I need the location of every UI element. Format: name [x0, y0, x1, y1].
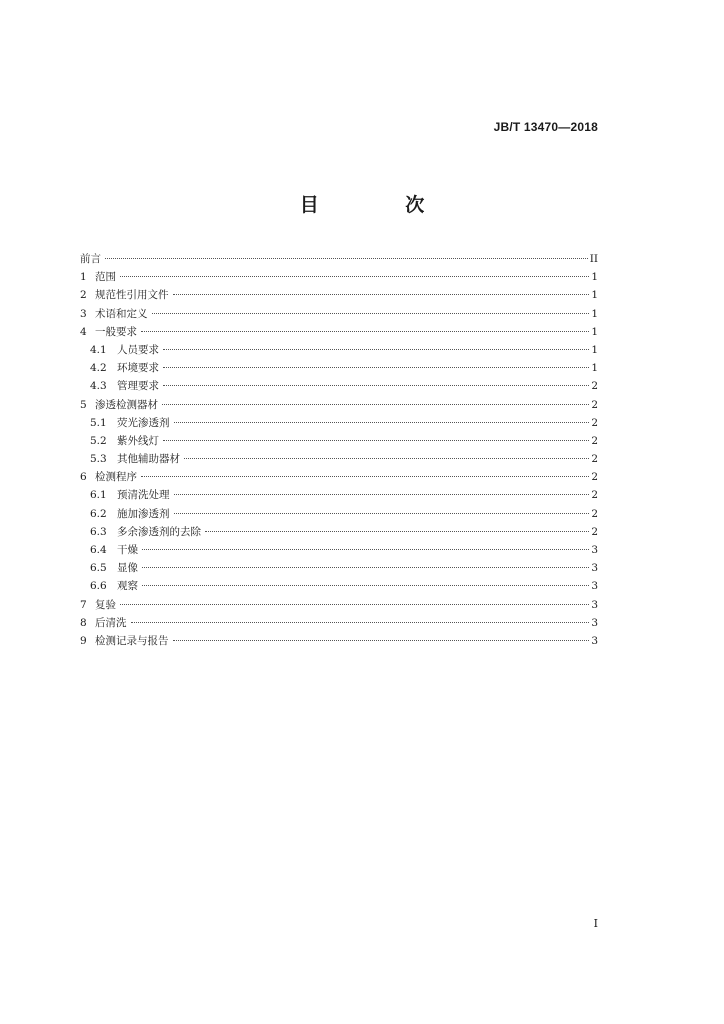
toc-entry-page: 2: [591, 507, 598, 520]
toc-entry[interactable]: [80, 286, 598, 304]
toc-entry[interactable]: [80, 596, 598, 614]
toc-dot-leader: [105, 258, 588, 259]
toc-dot-leader: [174, 494, 590, 495]
toc-entry-page: 2: [591, 416, 598, 429]
toc-entry-title: 干燥: [117, 544, 138, 556]
toc-dot-leader: [120, 276, 589, 277]
toc-entry-number: 5.3: [90, 453, 107, 466]
toc-entry-page: 1: [591, 343, 598, 356]
toc-entry-title: 后清洗: [95, 616, 127, 629]
standard-code: JB/T 13470—2018: [493, 120, 598, 134]
toc-entry[interactable]: [80, 559, 598, 577]
toc-dot-leader: [141, 331, 589, 332]
toc-entry[interactable]: [80, 577, 598, 595]
toc-dot-leader: [174, 422, 590, 423]
toc-dot-leader: [142, 585, 589, 586]
toc-dot-leader: [174, 513, 590, 514]
table-of-contents: [80, 250, 598, 650]
toc-entry[interactable]: [80, 541, 598, 559]
toc-entry-title: 施加渗透剂: [117, 507, 170, 520]
toc-entry-number: 6.4: [90, 544, 107, 556]
toc-dot-leader: [163, 385, 589, 386]
toc-entry-title: 紫外线灯: [117, 434, 159, 447]
toc-entry-page: 2: [591, 471, 598, 484]
toc-entry-number: 6.1: [90, 489, 107, 502]
toc-dot-leader: [184, 458, 589, 459]
toc-entry-page: 1: [591, 289, 598, 302]
toc-entry-page: 1: [591, 325, 598, 338]
toc-entry-page: 3: [591, 544, 598, 556]
toc-entry-number: 7: [80, 598, 87, 611]
toc-entry-title: 复验: [95, 598, 116, 611]
toc-entry[interactable]: [80, 523, 598, 541]
toc-entry-page: 1: [591, 362, 598, 375]
toc-dot-leader: [163, 367, 589, 368]
toc-entry-title: 多余渗透剂的去除: [117, 525, 201, 538]
toc-entry-page: 1: [591, 307, 598, 320]
toc-entry-title: 前言: [80, 253, 101, 265]
toc-dot-leader: [120, 604, 589, 605]
toc-entry[interactable]: [80, 377, 598, 395]
toc-dot-leader: [131, 622, 590, 623]
toc-entry-number: 4.1: [90, 343, 107, 356]
toc-entry[interactable]: [80, 486, 598, 504]
toc-entry[interactable]: [80, 305, 598, 323]
toc-entry-title: 其他辅助器材: [117, 453, 180, 466]
page-title: 目 次: [299, 194, 465, 216]
toc-entry-number: 8: [80, 616, 87, 629]
toc-entry-title: 规范性引用文件: [95, 289, 169, 302]
toc-entry[interactable]: [80, 505, 598, 523]
toc-entry-title: 人员要求: [117, 343, 159, 356]
toc-dot-leader: [141, 476, 589, 477]
toc-entry-page: 3: [591, 616, 598, 629]
toc-entry-page: 3: [591, 580, 598, 593]
toc-dot-leader: [152, 313, 590, 314]
toc-dot-leader: [142, 549, 589, 550]
toc-entry-page: 2: [591, 453, 598, 466]
toc-dot-leader: [142, 567, 589, 568]
toc-entry-title: 渗透检测器材: [95, 398, 158, 411]
toc-dot-leader: [163, 440, 589, 441]
toc-entry-page: 2: [591, 380, 598, 393]
toc-entry-number: 1: [80, 271, 87, 284]
toc-entry[interactable]: [80, 250, 598, 268]
toc-entry[interactable]: [80, 468, 598, 486]
toc-entry-title: 显像: [117, 562, 138, 575]
toc-entry-title: 检测程序: [95, 471, 137, 484]
toc-entry[interactable]: [80, 450, 598, 468]
toc-entry-page: II: [589, 253, 598, 265]
toc-entry-title: 术语和定义: [95, 307, 148, 320]
toc-entry[interactable]: [80, 432, 598, 450]
toc-entry-number: 5.1: [90, 416, 107, 429]
toc-entry-number: 6.6: [90, 580, 107, 593]
toc-entry-number: 4: [80, 325, 87, 338]
toc-entry-number: 6.3: [90, 525, 107, 538]
toc-entry-number: 6.2: [90, 507, 107, 520]
toc-entry-title: 观察: [117, 580, 138, 593]
toc-entry-title: 预清洗处理: [117, 489, 170, 502]
toc-entry-page: 2: [591, 434, 598, 447]
toc-entry-page: 3: [591, 562, 598, 575]
toc-entry-number: 3: [80, 307, 87, 320]
toc-entry-title: 检测记录与报告: [95, 634, 169, 647]
toc-entry-title: 管理要求: [117, 380, 159, 393]
toc-entry[interactable]: [80, 268, 598, 286]
toc-dot-leader: [173, 294, 590, 295]
toc-dot-leader: [163, 349, 589, 350]
toc-entry[interactable]: [80, 359, 598, 377]
toc-entry[interactable]: [80, 323, 598, 341]
toc-entry-title: 范围: [95, 271, 116, 284]
toc-entry-page: 1: [591, 271, 598, 284]
toc-entry-number: 5: [80, 398, 87, 411]
toc-entry-number: 4.2: [90, 362, 107, 375]
toc-entry-number: 6: [80, 471, 87, 484]
toc-entry[interactable]: [80, 341, 598, 359]
toc-entry-title: 一般要求: [95, 325, 137, 338]
toc-entry-page: 2: [591, 489, 598, 502]
toc-entry-number: 2: [80, 289, 87, 302]
toc-entry-number: 9: [80, 634, 87, 647]
toc-entry[interactable]: [80, 414, 598, 432]
toc-entry-number: 4.3: [90, 380, 107, 393]
toc-entry-page: 3: [591, 598, 598, 611]
toc-entry-page: 2: [591, 525, 598, 538]
toc-entry-page: 2: [591, 398, 598, 411]
toc-entry-number: 5.2: [90, 434, 107, 447]
toc-entry-page: 3: [591, 634, 598, 647]
page-number: I: [593, 917, 598, 930]
toc-dot-leader: [173, 640, 590, 641]
toc-entry-title: 环境要求: [117, 362, 159, 375]
toc-entry[interactable]: [80, 632, 598, 650]
toc-dot-leader: [162, 404, 589, 405]
toc-entry[interactable]: [80, 396, 598, 414]
toc-entry-number: 6.5: [90, 562, 107, 575]
toc-dot-leader: [205, 531, 589, 532]
toc-entry-title: 荧光渗透剂: [117, 416, 170, 429]
toc-entry[interactable]: [80, 614, 598, 632]
